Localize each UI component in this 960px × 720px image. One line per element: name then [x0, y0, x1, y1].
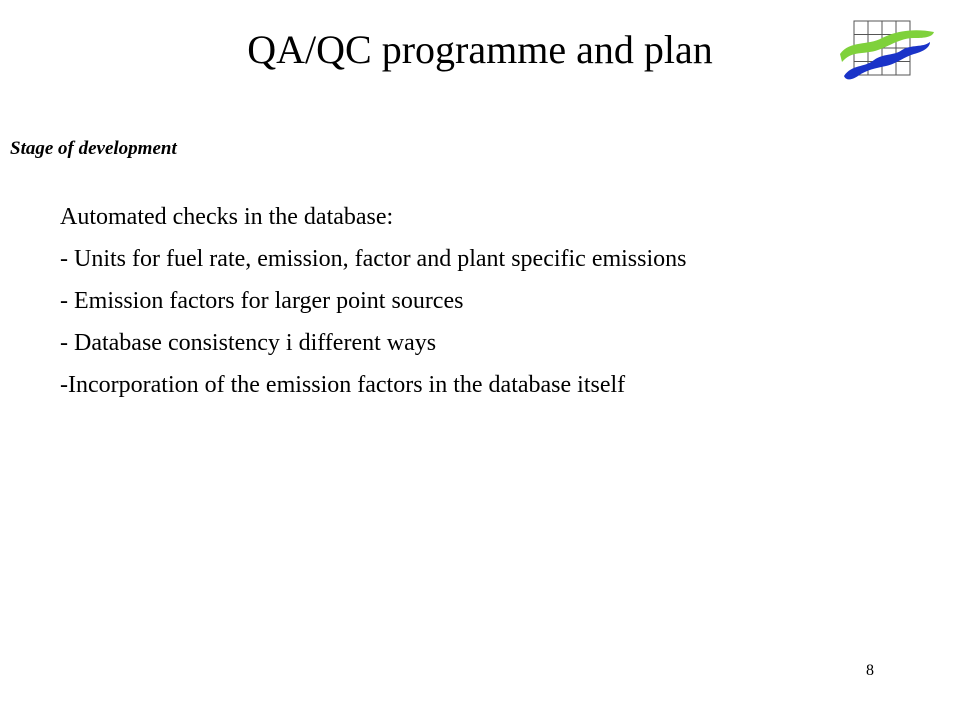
bullet-item: - Emission factors for larger point sources — [60, 288, 464, 314]
bullet-item: - Units for fuel rate, emission, factor and plant specific emissions — [60, 246, 687, 272]
grid-wave-logo-icon — [838, 20, 938, 82]
bullet-item: - Database consistency i different ways — [60, 330, 437, 356]
slide-title: QA/QC programme and plan — [247, 27, 713, 72]
bullet-item: -Incorporation of the emission factors in the database itself — [60, 372, 626, 398]
page-number: 8 — [866, 662, 874, 679]
section-label: Stage of development — [10, 138, 177, 159]
intro-text: Automated checks in the database: — [60, 204, 394, 230]
slide-content — [60, 202, 820, 412]
